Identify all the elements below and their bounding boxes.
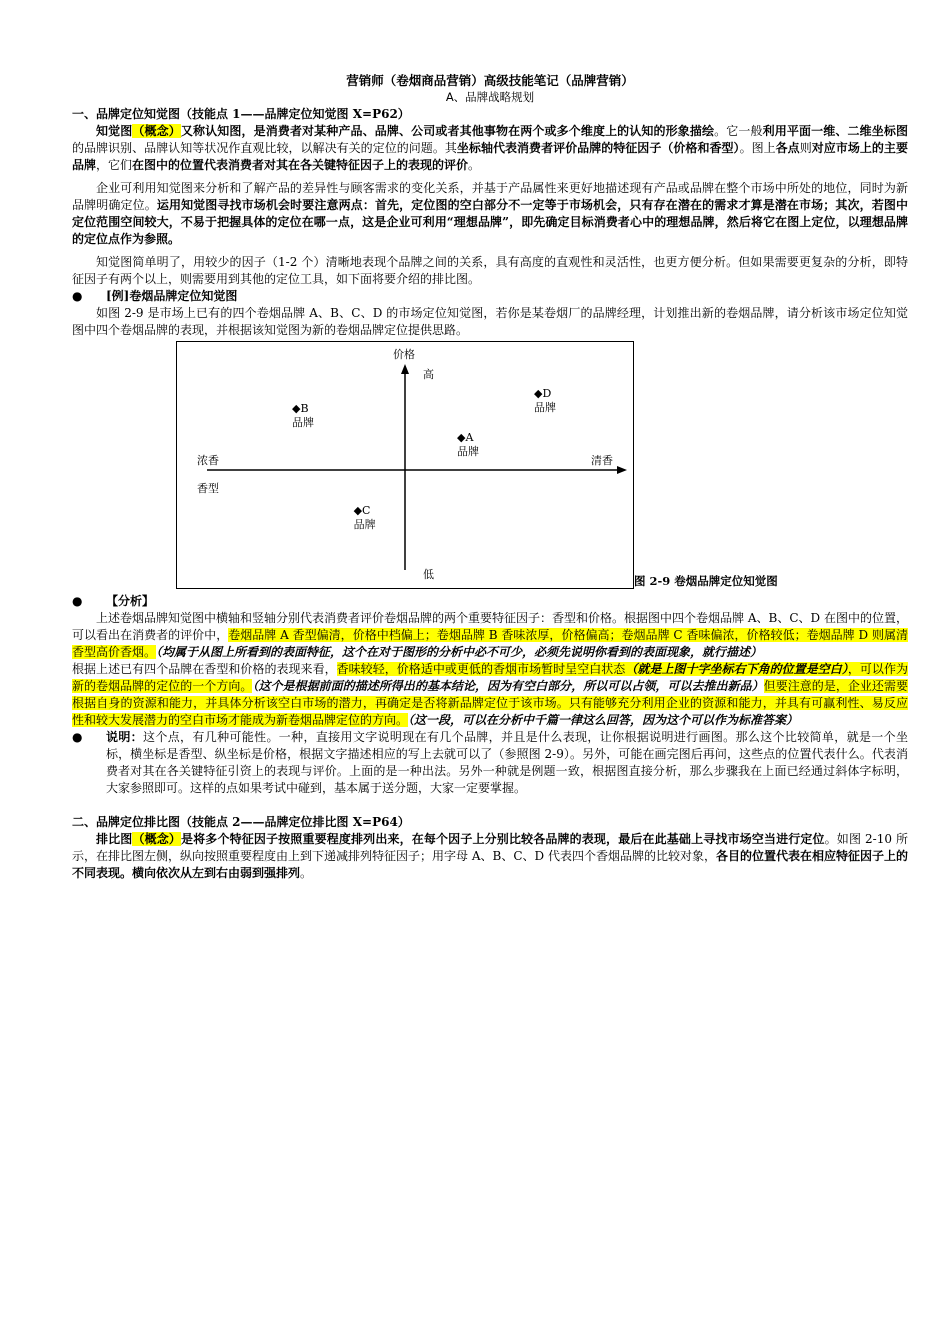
bullet-icon: ● <box>72 289 83 303</box>
perceptual-map-chart <box>176 341 634 589</box>
section1-paragraph-3: 知觉图简单明了，用较少的因子（1-2 个）清晰地表现个品牌之间的关系，具有高度的直观性和灵活性，也更方便分析。但如果需要更复杂的分析，即特征因子有两个以上，则需要用到其他的定位工具，如下面将要介绍的排比图。 <box>72 255 908 286</box>
blank-market-highlight: 香味较轻，价格适中或更低的香烟市场暂时呈空白状态 <box>336 662 626 676</box>
section1-paragraph-2: 企业可利用知觉图来分析和了解产品的差异性与顾客需求的变化关系，并基于产品属性来更好地描述现有产品或品牌在整个市场中所处的地位，同时为新品牌明确定位。运用知觉图寻找市场机会时要注意两点：首先，定位图的空白部分不一定等于市场机会，只有存在潜在的需求才算是潜在市场；其次，若图中定位范围空间较大，不易于把握具体的定位在哪一点，这是企业可利用“理想品牌”，即先确定目标消费者心中的理想品牌，然后将它在图上定位，以理想品牌的定位点作为参照。 <box>72 181 908 246</box>
analysis-paragraph-2: 根据上述已有四个品牌在香型和价格的表现来看，香味较轻，价格适中或更低的香烟市场暂时呈空白状态（就是上图十字坐标右下角的位置是空白），可以作为新的卷烟品牌的定位的一个方向。（这个是根据前面的描述所得出的基本结论，因为有空白部分，所以可以占领，可以去推出新品）但要注意的是，企业还需要根据自身的资源和能力，并具体分析该空白市场的潜力，再确定是否将新品牌定位于该市场。只有能够充分利用企业的资源和能力，并具有可赢利性、易反应性和较大发展潜力的空白市场才能成为新卷烟品牌定位的方向。（这一段，可以在分析中千篇一律这么回答，因为这个可以作为标准答案） <box>72 662 908 727</box>
example-text: 如图 2-9 是市场上已有的四个卷烟品牌 A、B、C、D 的市场定位知觉图，若你是某卷烟厂的品牌经理，计划推出新的卷烟品牌，请分析该市场定位知觉图中四个卷烟品牌的表现，并根据该知觉图为新的卷烟品牌定位提供思路。 <box>72 306 908 337</box>
y-axis-low-label: 低 <box>423 568 434 581</box>
brand-point-label: ◆A <box>457 431 474 445</box>
figure-2-9 <box>72 341 908 593</box>
bullet-icon: ● <box>72 594 83 608</box>
document-subtitle: A、品牌战略规划 <box>445 90 535 104</box>
brand-point-d <box>534 387 556 415</box>
conclusion-highlight: 但要注意的是，企业还需要根据自身的资源和能力，并具体分析该空白市场的潜力，再确定是否将新品牌定位于该市场。只有能够充分利用企业的资源和能力，并具有可赢利性、易反应性和较大发展潜力的空白市场才能成为新卷烟品牌定位的方向。 <box>72 679 908 727</box>
brand-point-c <box>354 504 376 532</box>
brand-point-sublabel: 品牌 <box>457 445 479 459</box>
section2-paragraph-1: 排比图（概念）是将多个特征因子按照重要程度排列出来，在每个因子上分别比较各品牌的表现，最后在此基础上寻找市场空当进行定位。如图 2-10 所示，在排比图左侧，纵向按照重要程度由上到下递减排列特征因子；用字母 A、B、C、D 代表四个香烟品牌的比较对象，各目的位置代表在相应特征因子上的不同表现。横向依次从左到右由弱到强排列。 <box>72 832 908 880</box>
brand-point-sublabel: 品牌 <box>353 517 376 531</box>
note-bullet: ● 说明：这个点，有几种可能性。一种，直接用文字说明现在有几个品牌，并且是什么表现，让你根据说明进行画图。那么这个比较简单，就是一个坐标，横坐标是香型、纵坐标是价格，根据文字描述相应的写上去就可以了（参照图 2-9）。另外，可能在画完图后再问，这些点的位置代表什么。代表消费者对其在各关键特征引资上的表现与评价。上面的是一种出法。另外一种就是例题一致，根据图直接分析，那么步骤我在上面已经通过斜体字标明，大家参照即可。这样的点如果考试中碰到，基本属于送分题，大家一定要掌握。 <box>72 730 908 795</box>
concept-highlight: （概念） <box>132 124 181 138</box>
brand-point-sublabel: 品牌 <box>534 401 556 415</box>
analysis-bullet: ● 【分析】 <box>72 594 155 608</box>
x-axis-arrow-icon <box>617 466 627 474</box>
y-axis-label: 价格 <box>393 348 415 361</box>
brand-point-b <box>292 402 314 430</box>
y-axis-high-label: 高 <box>423 368 434 381</box>
brand-point-label: ◆D <box>534 387 552 401</box>
x-axis-title: 香型 <box>197 482 219 495</box>
section1-paragraph-1: 知觉图（概念）又称认知图，是消费者对某种产品、品牌、公司或者其他事物在两个或多个维度上的认知的形象描绘。它一般利用平面一维、二维坐标图的品牌识别、品牌认知等状况作直观比较，以解决有关的定位的问题。其坐标轴代表消费者评价品牌的特征因子（价格和香型）。图上各点则对应市场上的主要品牌，它们在图中的位置代表消费者对其在各关键特征因子上的表现的评价。 <box>72 124 908 172</box>
figure-caption: 图 2-9 卷烟品牌定位知觉图 <box>634 574 778 588</box>
x-axis-right-label: 清香 <box>591 454 613 467</box>
section2-heading: 二、品牌定位排比图（技能点 2——品牌定位排比图 X=P64） <box>72 815 410 829</box>
brand-point-label: ◆C <box>353 503 371 517</box>
bullet-icon: ● <box>72 730 83 744</box>
brand-point-label: ◆B <box>292 401 309 415</box>
brand-point-sublabel: 品牌 <box>292 415 314 429</box>
brand-description-highlight: 卷烟品牌 A 香型偏清，价格中档偏上；卷烟品牌 B 香味浓厚，价格偏高；卷烟品牌 C 香味偏浓，价格较低；卷烟品牌 D 则属清香型高价香烟。 <box>72 628 908 659</box>
analysis-paragraph-1: 上述卷烟品牌知觉图中横轴和竖轴分别代表消费者评价卷烟品牌的两个重要特征因子：香型和价格。根据图中四个卷烟品牌 A、B、C、D 在图中的位置，可以看出在消费者的评价中，卷烟品牌 A 香型偏清，价格中档偏上；卷烟品牌 B 香味浓厚，价格偏高；卷烟品牌 C 香味偏浓，价格较低；卷烟品牌 D 则属清香型高价香烟。（均属于从图上所看到的表面特征，这个在对于图形的分析中必不可少，必须先说明你看到的表面现象，就行描述） <box>72 611 909 659</box>
perceptual-map-svg <box>177 342 633 588</box>
concept-highlight: （概念） <box>132 832 182 846</box>
document-page <box>72 72 908 882</box>
x-axis-left-label: 浓香 <box>197 454 219 467</box>
document-title: 营销师（卷烟商品营销）高级技能笔记（品牌营销） <box>346 73 634 88</box>
y-axis-arrow-icon <box>401 364 409 374</box>
section1-heading: 一、品牌定位知觉图（技能点 1——品牌定位知觉图 X=P62） <box>72 107 410 121</box>
example-bullet: ● [例]卷烟品牌定位知觉图 <box>72 289 238 303</box>
brand-point-a <box>457 431 479 459</box>
